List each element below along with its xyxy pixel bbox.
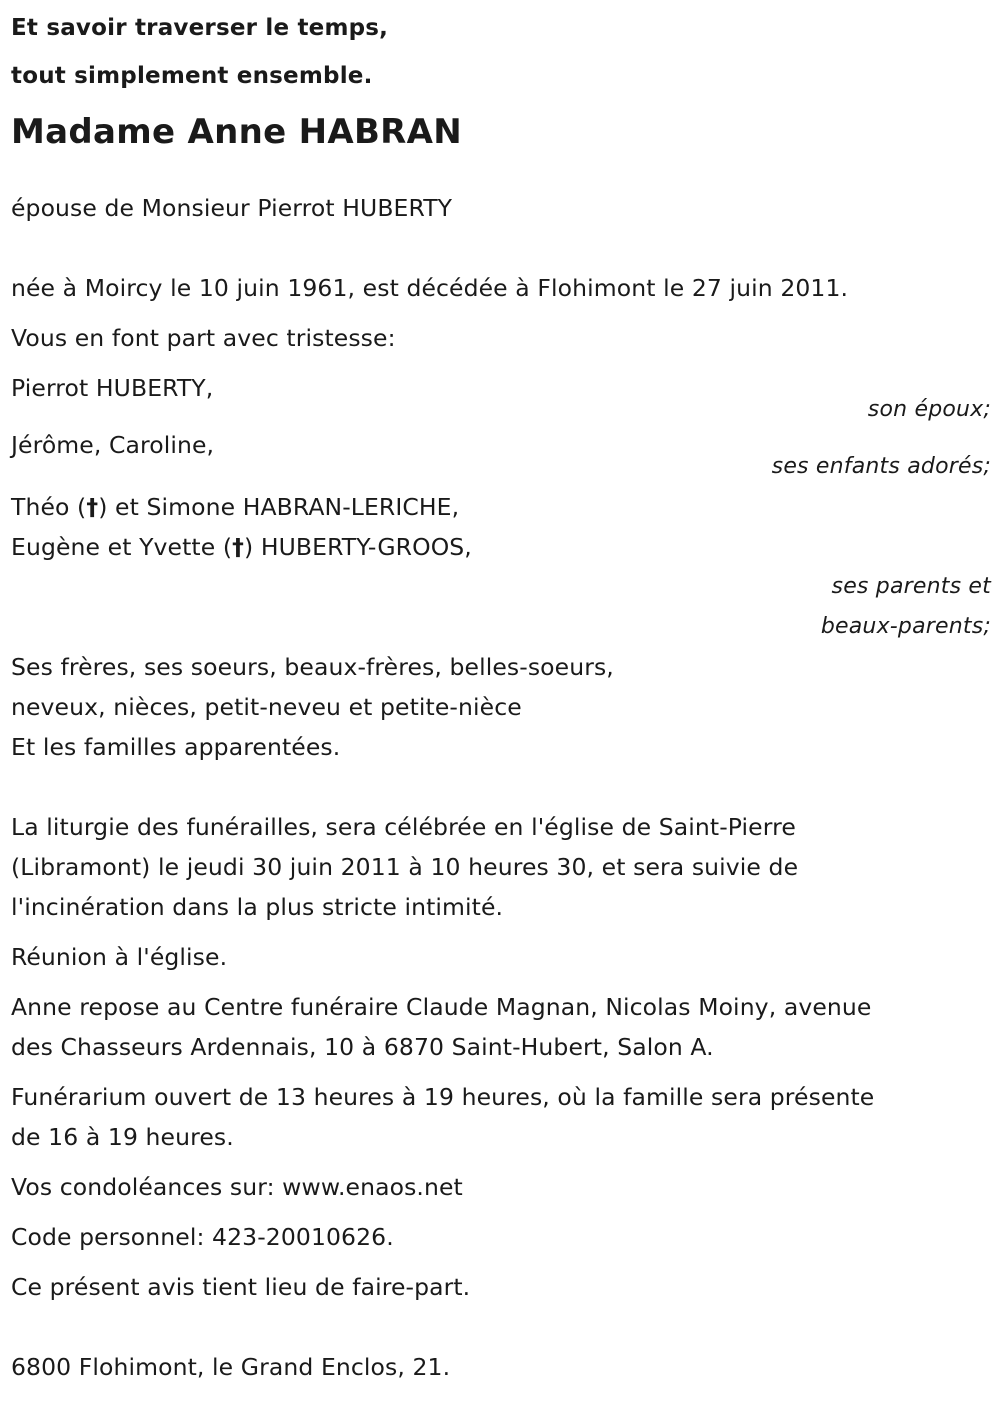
notice-line: Ce présent avis tient lieu de faire-part. [11, 1273, 471, 1301]
parents-line-1 [11, 487, 991, 527]
others-line-2: neveux, nièces, petit-neveu et petite-nièce [11, 693, 522, 721]
cross-icon: † [232, 533, 244, 561]
others-line-3: Et les familles apparentées. [11, 733, 341, 761]
spouse-name: Pierrot HUBERTY, [11, 374, 214, 402]
birth-death-line: née à Moircy le 10 juin 1961, est décédée à Flohimont le 27 juin 2011. [11, 274, 849, 302]
liturgy-line-1: La liturgie des funérailles, sera célébrée en l'église de Saint-Pierre [11, 813, 796, 841]
spouse-line: épouse de Monsieur Pierrot HUBERTY [11, 194, 453, 222]
repose-line-1: Anne repose au Centre funéraire Claude Magnan, Nicolas Moiny, avenue [11, 993, 872, 1021]
parents-role-1: ses parents et [831, 574, 991, 599]
spouse-role: son époux; [867, 397, 991, 422]
announce-line: Vous en font part avec tristesse: [11, 324, 396, 352]
hours-line-1: Funérarium ouvert de 13 heures à 19 heures, où la famille sera présente [11, 1083, 875, 1111]
cross-icon: † [86, 493, 99, 521]
deceased-name: Madame Anne HABRAN [11, 112, 463, 152]
reunion-line: Réunion à l'église. [11, 943, 228, 971]
obituary-notice [11, 0, 991, 1387]
liturgy-line-2: (Libramont) le jeudi 30 juin 2011 à 10 heures 30, et sera suivie de [11, 853, 799, 881]
children-names: Jérôme, Caroline, [11, 431, 215, 459]
parents-line-2-a: Eugène et Yvette ( [11, 533, 233, 561]
liturgy-line-3: l'incinération dans la plus stricte intimité. [11, 893, 504, 921]
condolences-line: Vos condoléances sur: www.enaos.net [11, 1173, 463, 1201]
address-line: 6800 Flohimont, le Grand Enclos, 21. [11, 1353, 451, 1381]
personal-code-line: Code personnel: 423-20010626. [11, 1223, 394, 1251]
parents-line-1-b: ) et Simone HABRAN-LERICHE, [98, 493, 460, 521]
children-role: ses enfants adorés; [771, 454, 991, 479]
motto-line-2: tout simplement ensemble. [11, 63, 373, 89]
motto-line-1: Et savoir traverser le temps, [11, 15, 389, 41]
parents-line-2 [11, 527, 991, 567]
repose-line-2: des Chasseurs Ardennais, 10 à 6870 Saint-Hubert, Salon A. [11, 1033, 714, 1061]
motto [11, 4, 991, 100]
parents-role-2: beaux-parents; [820, 614, 991, 639]
others-line-1: Ses frères, ses soeurs, beaux-frères, belles-soeurs, [11, 653, 614, 681]
parents-line-1-a: Théo ( [11, 493, 87, 521]
hours-line-2: de 16 à 19 heures. [11, 1123, 234, 1151]
parents-line-2-b: ) HUBERTY-GROOS, [244, 533, 472, 561]
